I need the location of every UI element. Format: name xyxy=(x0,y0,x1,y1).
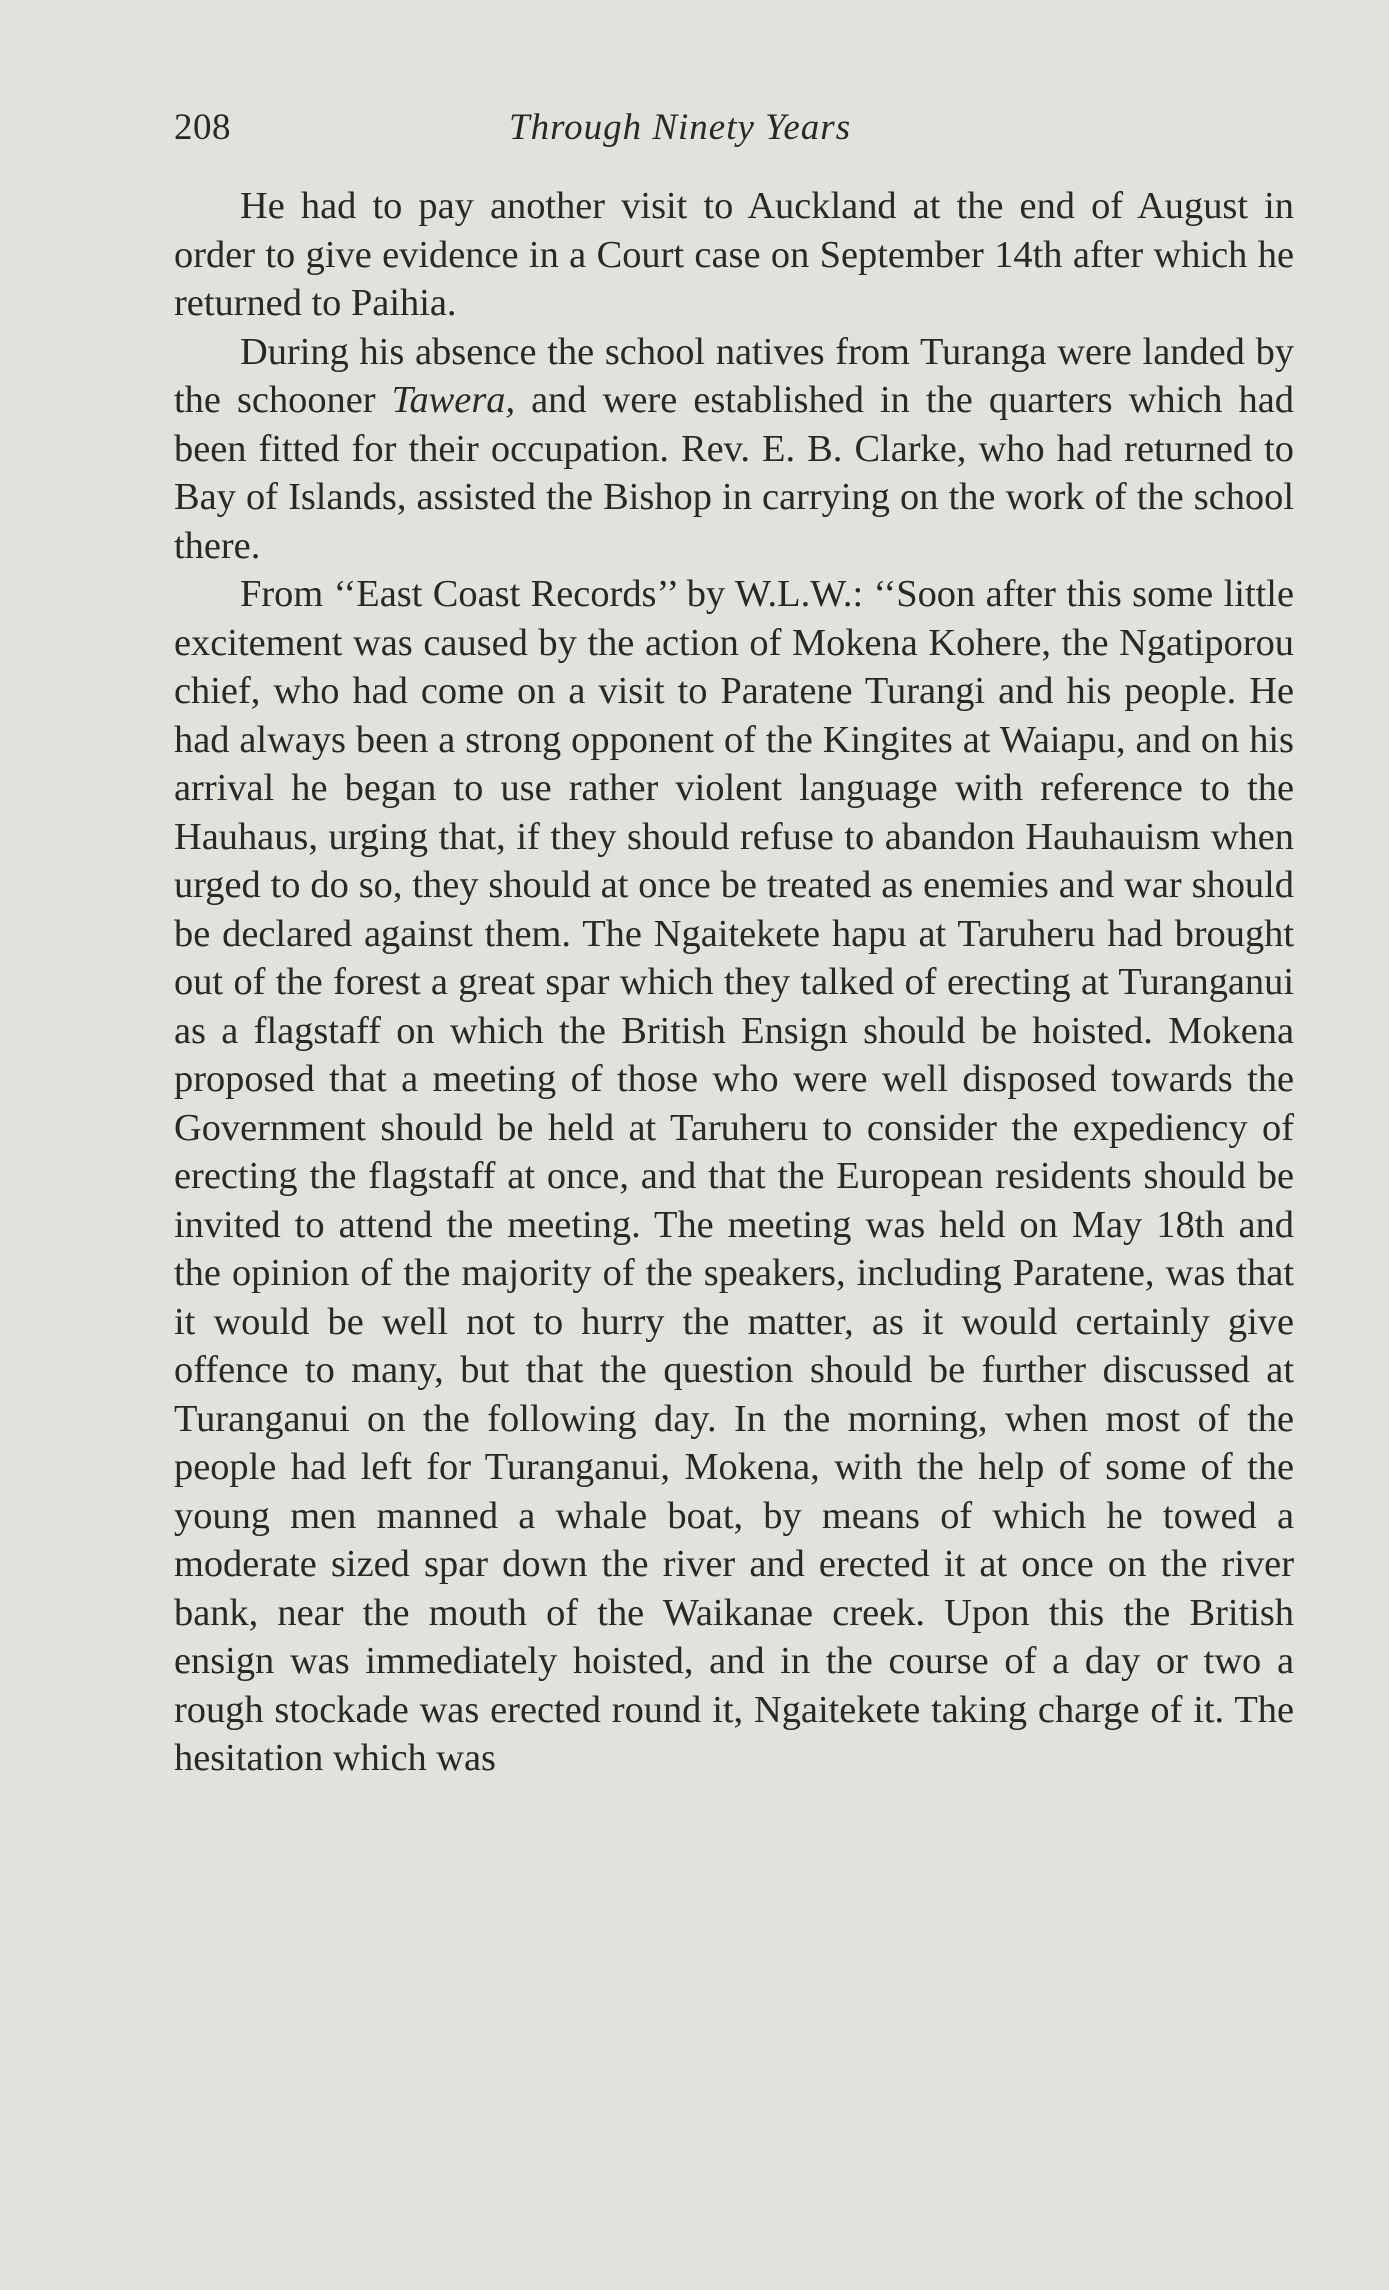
paragraph-1 xyxy=(174,182,1294,328)
paragraph-2-text-start: During his absence the school natives from Turanga were landed by the schooner xyxy=(174,330,1294,421)
paragraph-1-text: He had to pay another visit to Auckland at the end of August in order to give evidence in a Court case on September 14th after which he returned to Paihia. xyxy=(174,185,1294,324)
page-number: 208 xyxy=(174,107,231,148)
paragraph-2-text-end: and were established in the quarters which had been fitted for their occupation. Rev. E. B. Clarke, who had returned to Bay of Islands, assisted the Bishop in carrying on the work of the school there. xyxy=(174,379,1294,567)
paragraph-3 xyxy=(174,570,1294,1783)
page-header xyxy=(174,98,1294,158)
running-title: Through Ninety Years xyxy=(509,107,852,148)
paragraph-2 xyxy=(174,328,1294,571)
paragraph-3-text: From ‘‘East Coast Records’’ by W.L.W.: ‘‘Soon after this some little excitement was caused by the action of Mokena Kohere, the Ngatiporou chief, who had come on a visit to Paratene Turangi and his people. He had always been a strong opponent of the Kingites at Waiapu, and on his arrival he began to use rather violent language with reference to the Hauhaus, urging that, if they should refuse to abandon Hauhauism when urged to do so, they should at once be treated as enemies and war should be declared against them. The Ngaitekete hapu at Taruheru had brought out of the forest a great spar which they talked of erecting at Turanganui as a flagstaff on which the British Ensign should be hoisted. Mokena proposed that a meeting of those who were well disposed towards the Government should be held at Taruheru to consider the expediency of erecting the flagstaff at once, and that the European residents should be invited to attend the meeting. The meeting was held on May 18th and the opinion of the majority of the speakers, including Paratene, was that it would be well not to hurry the matter, as it would certainly give offence to many, but that the question should be further discussed at Turanganui on the following day. In the morning, when most of the people had left for Turanganui, Mokena, with the help of some of the young men manned a whale boat, by means of which he towed a moderate sized spar down the river and erected it at once on the river bank, near the mouth of the Waikanae creek. Upon this the British ensign was immediately hoisted, and in the course of a day or two a rough stockade was erected round it, Ngaitekete taking charge of it. The hesitation which was xyxy=(174,573,1294,1779)
body-text xyxy=(174,182,1294,1783)
ship-name-italic: Tawera, xyxy=(391,379,516,421)
